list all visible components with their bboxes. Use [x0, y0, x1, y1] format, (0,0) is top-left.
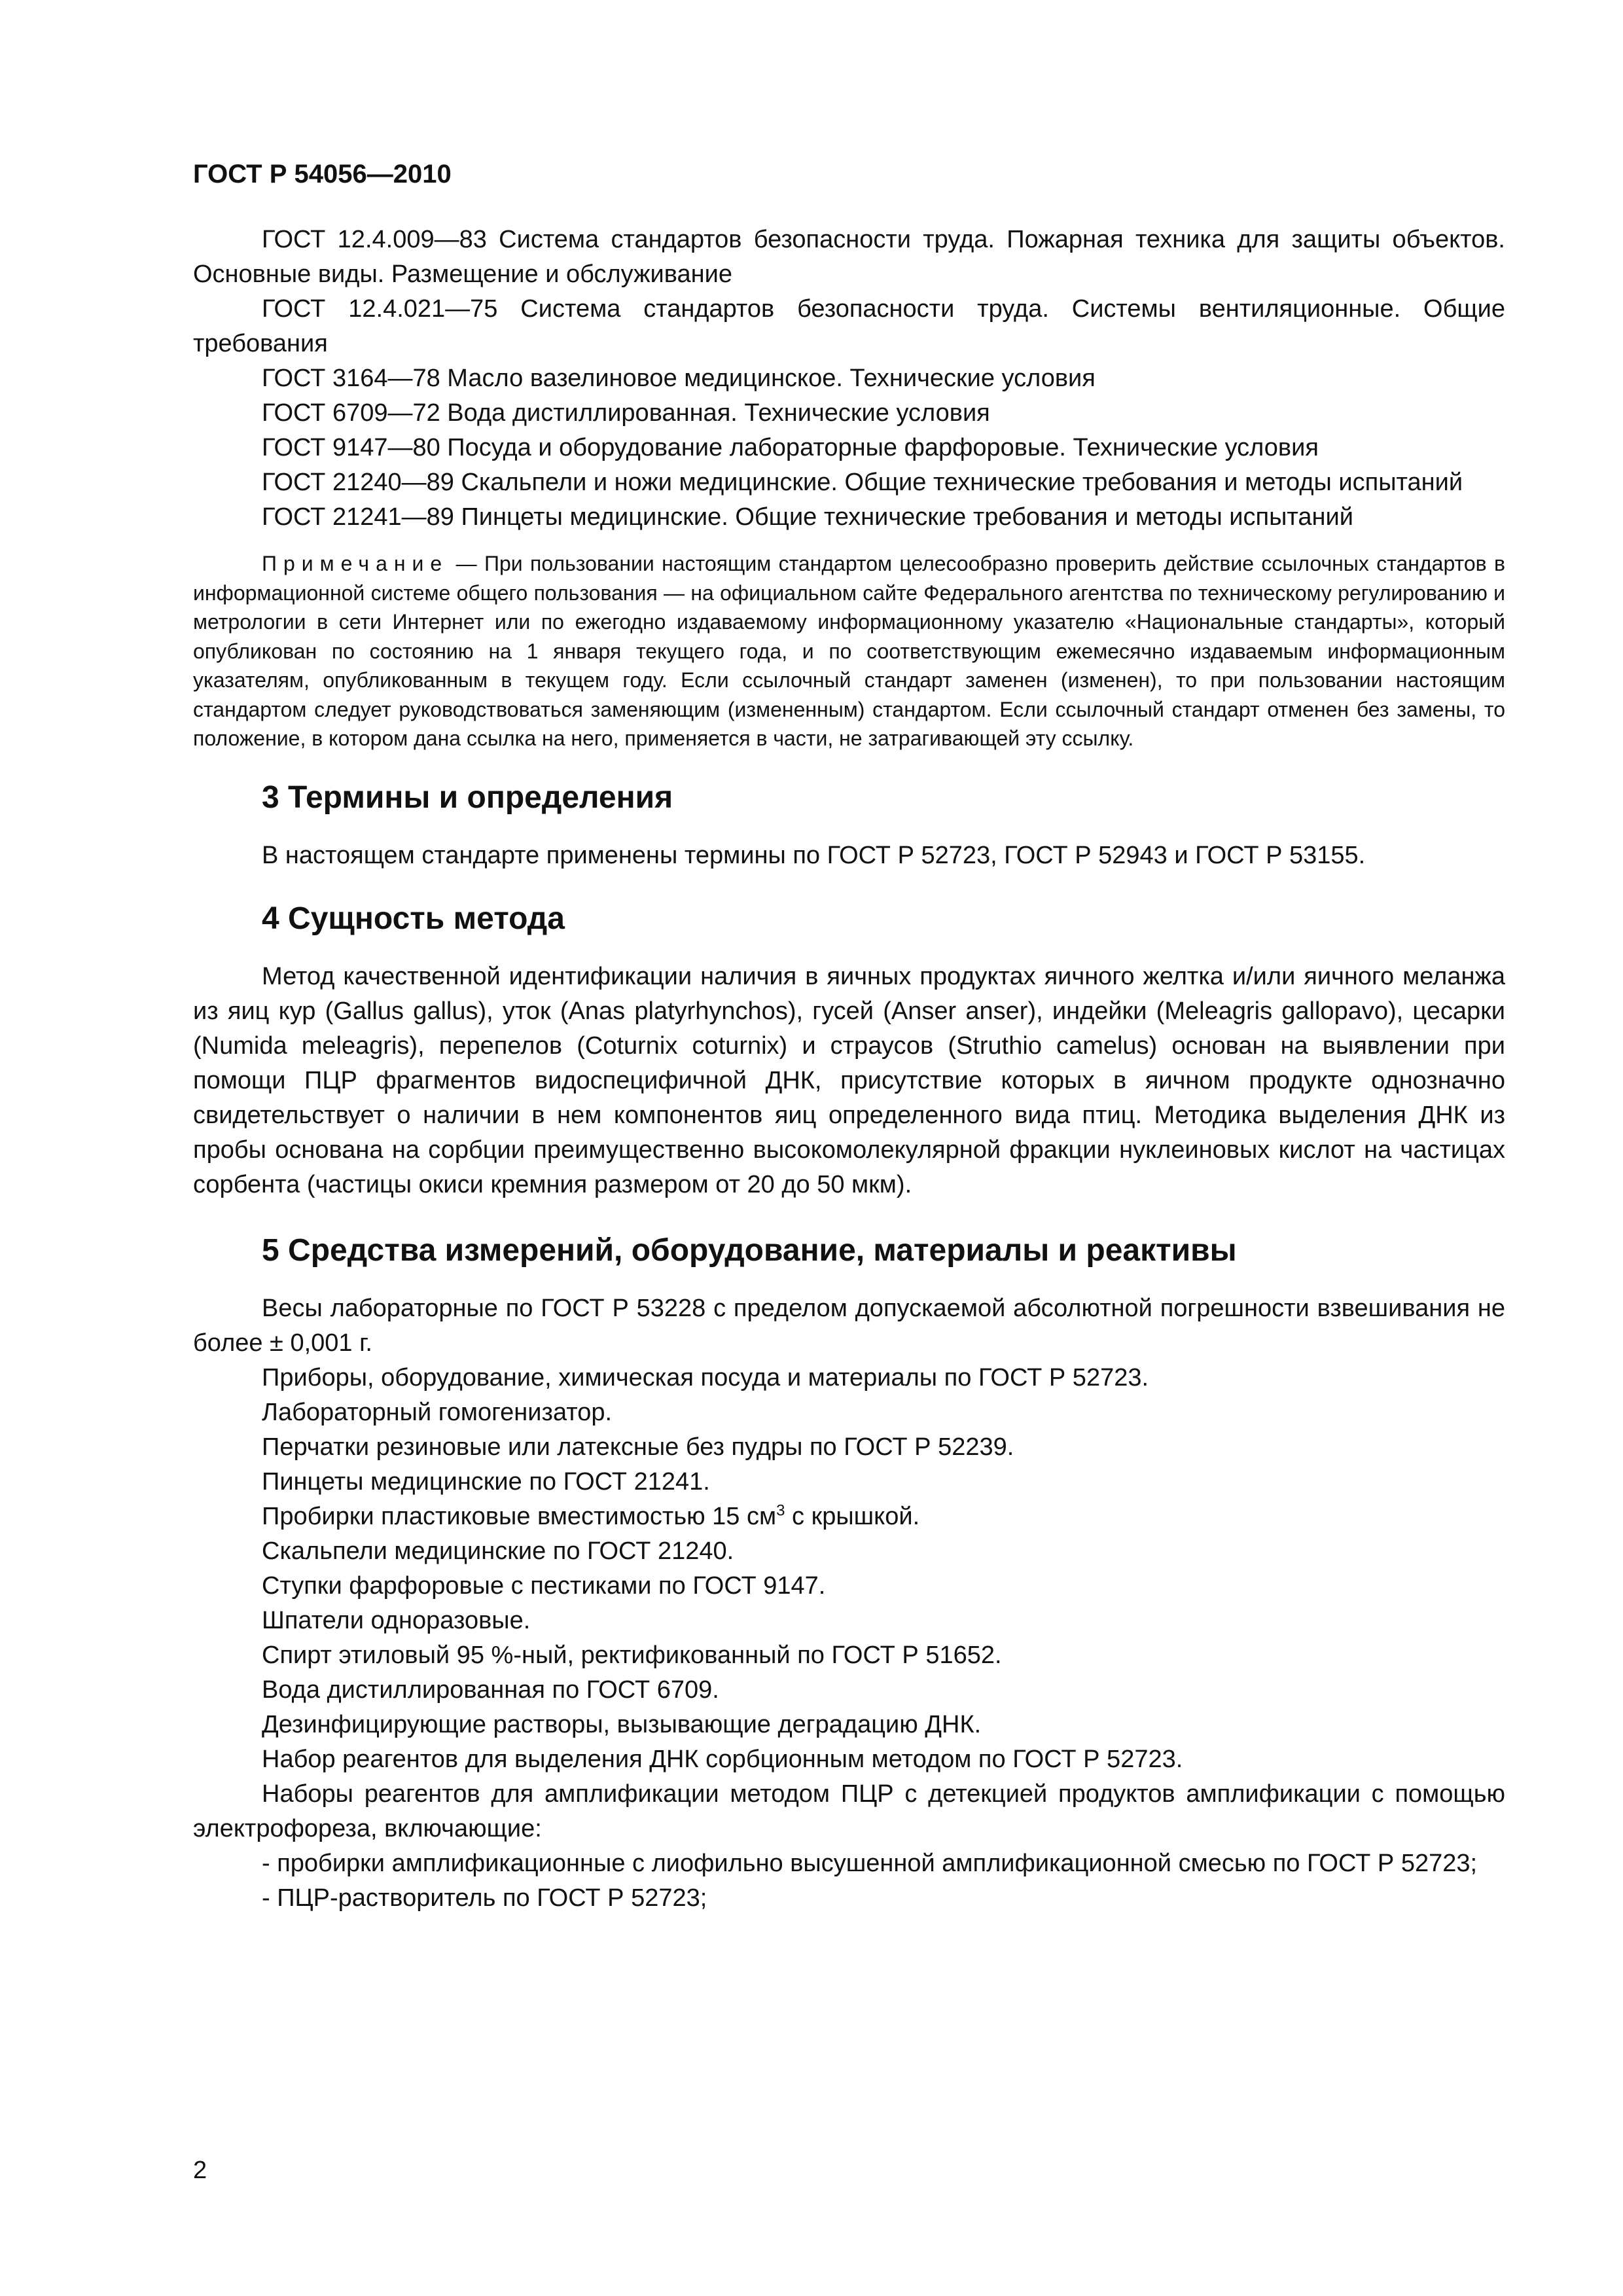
section-5-title: 5 Средства измерений, оборудование, материалы и реактивы — [262, 1232, 1237, 1268]
page-number: 2 — [193, 2157, 207, 2184]
reference-item: ГОСТ 12.4.009—83 Система стандартов безопасности труда. Пожарная техника для защиты объектов. Основные виды. Размещение и обслуживание — [193, 226, 1505, 288]
document-header: ГОСТ Р 54056—2010 — [193, 160, 452, 188]
page-content — [193, 223, 1505, 1916]
equipment-item: Спирт этиловый 95 %-ный, ректификованный по ГОСТ Р 51652. — [262, 1641, 1002, 1669]
reference-item: ГОСТ 6709—72 Вода дистиллированная. Технические условия — [262, 399, 990, 427]
note-text: — При пользовании настоящим стандартом целесообразно проверить действие ссылочных стандартов в информационной системе общего пользования — на официальном сайте Федерального агентства по техническому регулированию и метрологии в сети Интернет или по ежегодно издаваемому информационному указателю «Национальные стандарты», который опубликован по состоянию на 1 января текущего года, и по соответствующим ежемесячно издаваемым информационным указателям, опубликованным в текущем году. Если ссылочный стандарт заменен (изменен), то при пользовании настоящим стандартом следует руководствоваться заменяющим (измененным) стандартом. Если ссылочный стандарт отменен без замены, то положение, в котором дана ссылка на него, применяется в части, не затрагивающей эту ссылку. — [193, 552, 1505, 750]
tubes-text-end: с крышкой. — [785, 1502, 920, 1530]
equipment-item: Скальпели медицинские по ГОСТ 21240. — [262, 1537, 734, 1565]
equipment-item: Набор реагентов для выделения ДНК сорбционным методом по ГОСТ Р 52723. — [262, 1745, 1183, 1773]
equipment-item: Ступки фарфоровые с пестиками по ГОСТ 9147. — [262, 1571, 826, 1600]
note-paragraph — [193, 549, 1505, 753]
equipment-item: Весы лабораторные по ГОСТ Р 53228 с пределом допускаемой абсолютной погрешности взвешивания не более ± 0,001 г. — [193, 1294, 1505, 1357]
equipment-item: Приборы, оборудование, химическая посуда и материалы по ГОСТ Р 52723. — [262, 1363, 1149, 1391]
section-4-text: Метод качественной идентификации наличия в яичных продуктах яичного желтка и/или яичного меланжа из яиц кур (Gallus gallus), уток (Anas platyrhynchos), гусей (Anser anser), индейки (Meleagris gallopavo), цесарки (Numida meleagris), перепелов (Coturnix coturnix) и страусов (Struthio camelus) основан на выявлении при помощи ПЦР фрагментов видоспецифичной ДНК, присутствие которых в яичном продукте однозначно свидетельствует о наличии в нем компонентов яиц определенного вида птиц. Методика выделения ДНК из пробы основана на сорбции преимущественно высокомолекулярной фракции нуклеиновых кислот на частицах сорбента (частицы окиси кремния размером от 20 до 50 мкм). — [193, 962, 1505, 1198]
reference-item: ГОСТ 21240—89 Скальпели и ножи медицинские. Общие технические требования и методы испытаний — [262, 469, 1463, 496]
equipment-item: Наборы реагентов для амплификации методом ПЦР с детекцией продуктов амплификации с помощью электрофореза, включающие: — [193, 1780, 1505, 1842]
equipment-item — [193, 1499, 1505, 1534]
equipment-item: Лабораторный гомогенизатор. — [262, 1398, 613, 1426]
equipment-item: Пинцеты медицинские по ГОСТ 21241. — [262, 1467, 710, 1496]
tubes-text: Пробирки пластиковые вместимостью 15 см — [262, 1502, 777, 1530]
equipment-item: - ПЦР-растворитель по ГОСТ Р 52723; — [262, 1884, 707, 1912]
section-3-title: 3 Термины и определения — [262, 780, 673, 815]
tubes-superscript: 3 — [776, 1501, 785, 1519]
note-label: Примечание — [262, 552, 449, 575]
reference-item: ГОСТ 9147—80 Посуда и оборудование лабораторные фарфоровые. Технические условия — [262, 434, 1319, 461]
equipment-item: Перчатки резиновые или латексные без пудры по ГОСТ Р 52239. — [262, 1433, 1014, 1461]
reference-item: ГОСТ 3164—78 Масло вазелиновое медицинское. Технические условия — [262, 365, 1096, 392]
reference-item: ГОСТ 12.4.021—75 Система стандартов безопасности труда. Системы вентиляционные. Общие требования — [193, 295, 1505, 357]
equipment-item: Шпатели одноразовые. — [262, 1606, 531, 1634]
section-3-text: В настоящем стандарте применены термины по ГОСТ Р 52723, ГОСТ Р 52943 и ГОСТ Р 53155. — [262, 841, 1366, 869]
equipment-item: Дезинфицирующие растворы, вызывающие деградацию ДНК. — [262, 1710, 982, 1738]
equipment-item: - пробирки амплификационные с лиофильно высушенной амплификационной смесью по ГОСТ Р 52723; — [262, 1849, 1478, 1877]
equipment-item: Вода дистиллированная по ГОСТ 6709. — [262, 1676, 719, 1704]
section-4-title: 4 Сущность метода — [262, 901, 565, 936]
reference-item: ГОСТ 21241—89 Пинцеты медицинские. Общие технические требования и методы испытаний — [262, 503, 1353, 531]
